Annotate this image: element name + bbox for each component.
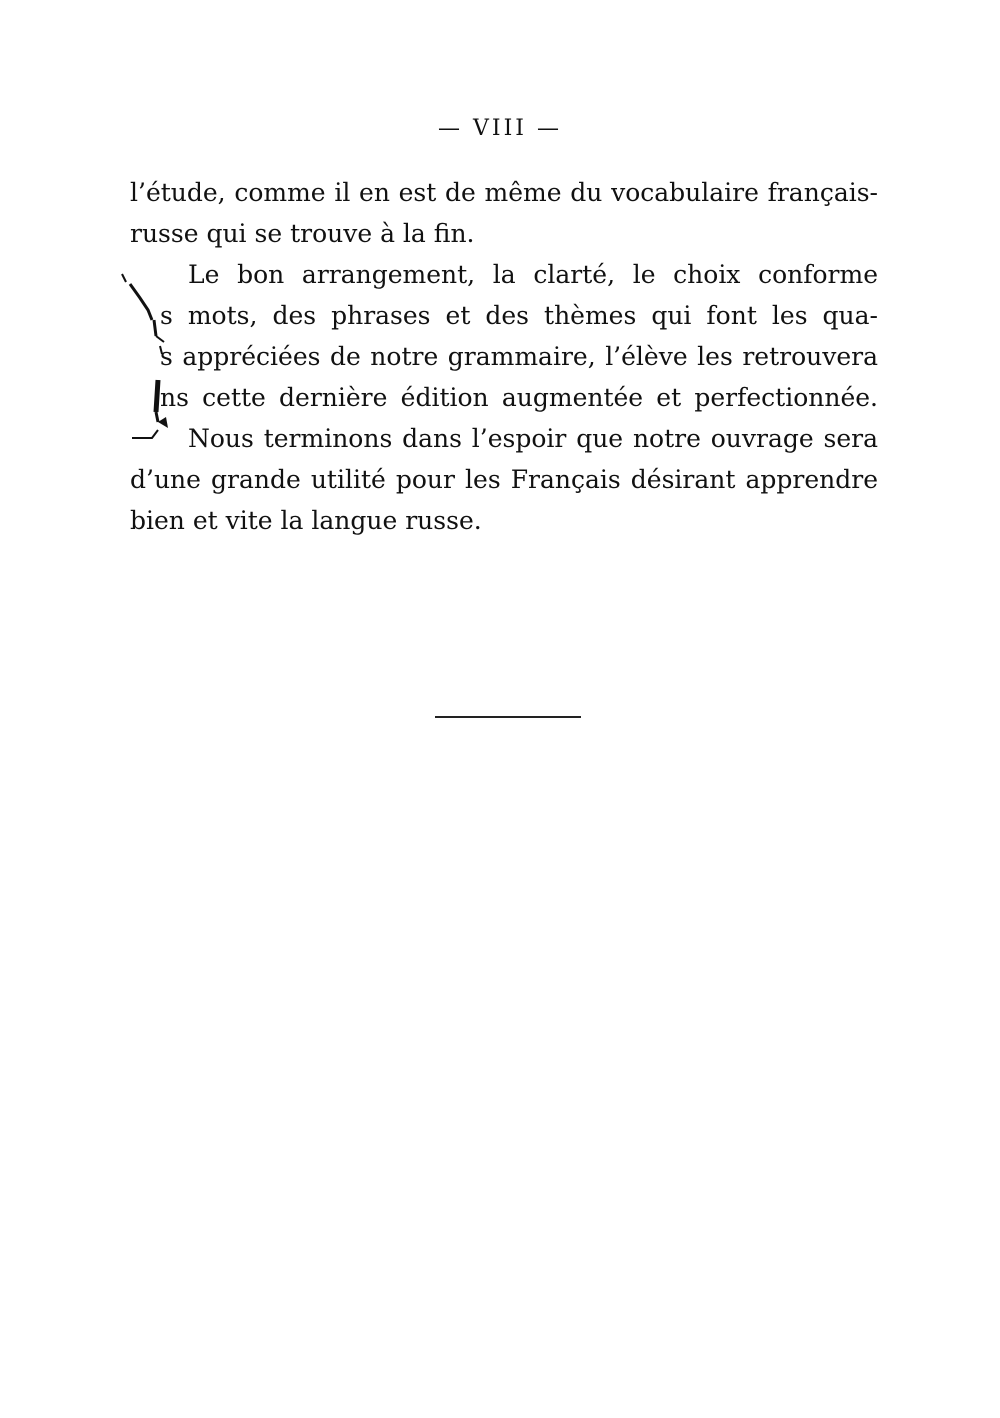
text-line-6: ns cette dernière édition augmentée et perfectionnée. [160, 383, 878, 412]
page-number-header: — VIII — [438, 116, 562, 141]
end-rule [435, 716, 581, 718]
text-line-4: s mots, des phrases et des thèmes qui font les qua- [160, 301, 878, 330]
text-line-8: d’une grande utilité pour les Français désirant apprendre [130, 465, 878, 494]
torn-margin-mark [118, 262, 180, 462]
body-text [130, 172, 878, 541]
text-line-5: s appréciées de notre grammaire, l’élève les retrouvera [160, 342, 878, 371]
text-line-1: l’étude, comme il en est de même du vocabulaire français- [130, 178, 878, 207]
text-line-2: russe qui se trouve à la fin. [130, 219, 475, 248]
text-line-9: bien et vite la langue russe. [130, 506, 482, 535]
text-line-7: Nous terminons dans l’espoir que notre ouvrage sera [188, 424, 878, 453]
text-line-3: Le bon arrangement, la clarté, le choix conforme [188, 260, 878, 289]
